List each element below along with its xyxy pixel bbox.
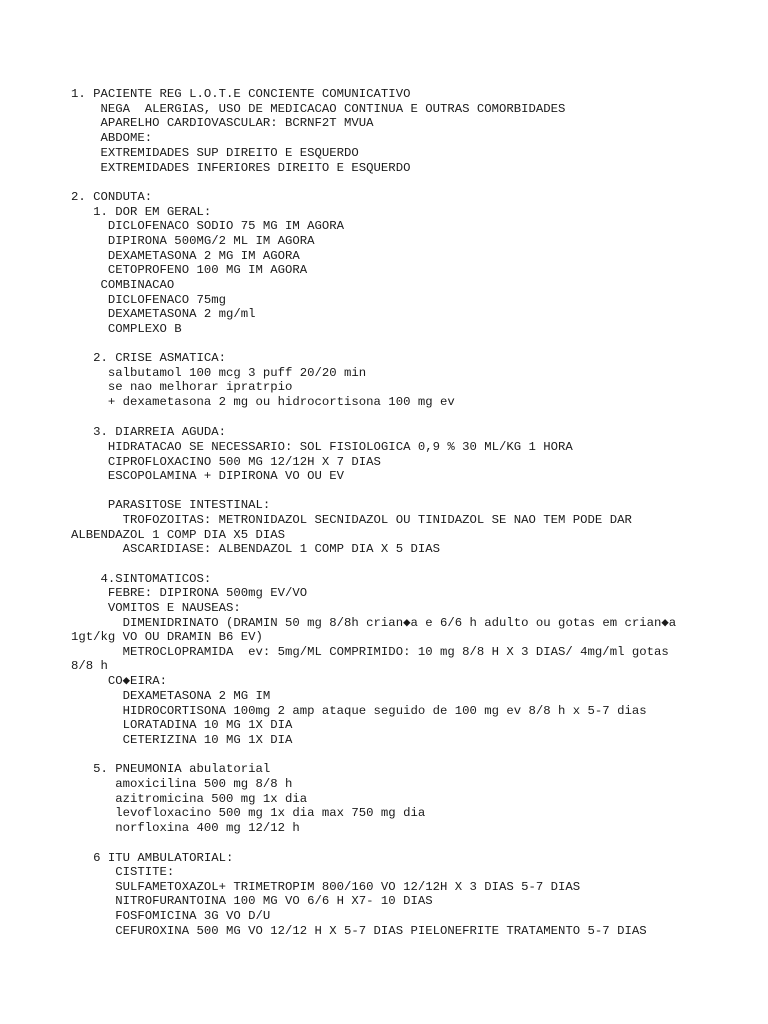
text-line: CEFUROXINA 500 MG VO 12/12 H X 5-7 DIAS PIELONEFRITE TRATAMENTO 5-7 DIAS bbox=[71, 924, 647, 938]
text-line: CIPROFLOXACINO 500 MG 12/12H X 7 DIAS bbox=[71, 455, 381, 469]
text-line: CISTITE: bbox=[71, 865, 175, 879]
text-line: COMBINACAO bbox=[71, 278, 175, 292]
text-line: NITROFURANTOINA 100 MG VO 6/6 H X7- 10 DIAS bbox=[71, 894, 433, 908]
text-line: DEXAMETASONA 2 MG IM AGORA bbox=[71, 249, 300, 263]
text-line: COMPLEXO B bbox=[71, 322, 182, 336]
text-line: DICLOFENACO 75mg bbox=[71, 293, 226, 307]
text-line: 8/8 h bbox=[71, 659, 108, 673]
text-line: salbutamol 100 mcg 3 puff 20/20 min bbox=[71, 366, 367, 380]
text-line: HIDROCORTISONA 100mg 2 amp ataque seguido de 100 mg ev 8/8 h x 5-7 dias bbox=[71, 704, 647, 718]
text-line: 1. DOR EM GERAL: bbox=[71, 205, 212, 219]
text-line: METROCLOPRAMIDA ev: 5mg/ML COMPRIMIDO: 10 mg 8/8 H X 3 DIAS/ 4mg/ml gotas bbox=[71, 645, 669, 659]
text-line: ALBENDAZOL 1 COMP DIA X5 DIAS bbox=[71, 528, 286, 542]
text-line: + dexametasona 2 mg ou hidrocortisona 100 mg ev bbox=[71, 395, 455, 409]
text-line: 6 ITU AMBULATORIAL: bbox=[71, 851, 234, 865]
text-line: APARELHO CARDIOVASCULAR: BCRNF2T MVUA bbox=[71, 116, 374, 130]
text-line: FOSFOMICINA 3G VO D/U bbox=[71, 909, 271, 923]
text-line: 4.SINTOMATICOS: bbox=[71, 572, 212, 586]
text-line: ABDOME: bbox=[71, 131, 153, 145]
text-line: 3. DIARREIA AGUDA: bbox=[71, 425, 226, 439]
text-line: ESCOPOLAMINA + DIPIRONA VO OU EV bbox=[71, 469, 345, 483]
text-line: 1gt/kg VO OU DRAMIN B6 EV) bbox=[71, 630, 263, 644]
text-line: DICLOFENACO SODIO 75 MG IM AGORA bbox=[71, 219, 345, 233]
text-line: 5. PNEUMONIA abulatorial bbox=[71, 762, 271, 776]
text-line: 2. CRISE ASMATICA: bbox=[71, 351, 226, 365]
text-line: HIDRATACAO SE NECESSARIO: SOL FISIOLOGICA 0,9 % 30 ML/KG 1 HORA bbox=[71, 440, 573, 454]
text-line: DEXAMETASONA 2 mg/ml bbox=[71, 307, 256, 321]
text-line: 1. PACIENTE REG L.O.T.E CONCIENTE COMUNICATIVO bbox=[71, 87, 411, 101]
text-line: norfloxina 400 mg 12/12 h bbox=[71, 821, 300, 835]
section-heading: 2. CONDUTA: bbox=[71, 190, 153, 204]
text-line: EXTREMIDADES SUP DIREITO E ESQUERDO bbox=[71, 146, 359, 160]
text-line: VOMITOS E NAUSEAS: bbox=[71, 601, 241, 615]
text-line: CO◆EIRA: bbox=[71, 674, 167, 688]
text-line: DIMENIDRINATO (DRAMIN 50 mg 8/8h crian◆a e 6/6 h adulto ou gotas em crian◆a bbox=[71, 616, 677, 630]
text-line: azitromicina 500 mg 1x dia bbox=[71, 792, 308, 806]
text-line: se nao melhorar ipratrpio bbox=[71, 380, 293, 394]
text-line: EXTREMIDADES INFERIORES DIREITO E ESQUERDO bbox=[71, 161, 411, 175]
text-line: FEBRE: DIPIRONA 500mg EV/VO bbox=[71, 586, 308, 600]
text-line: CETERIZINA 10 MG 1X DIA bbox=[71, 733, 293, 747]
text-line: SULFAMETOXAZOL+ TRIMETROPIM 800/160 VO 12/12H X 3 DIAS 5-7 DIAS bbox=[71, 880, 581, 894]
text-line: LORATADINA 10 MG 1X DIA bbox=[71, 718, 293, 732]
text-line: NEGA ALERGIAS, USO DE MEDICACAO CONTINUA E OUTRAS COMORBIDADES bbox=[71, 102, 566, 116]
text-line: levofloxacino 500 mg 1x dia max 750 mg dia bbox=[71, 806, 426, 820]
text-line: amoxicilina 500 mg 8/8 h bbox=[71, 777, 293, 791]
text-line: DIPIRONA 500MG/2 ML IM AGORA bbox=[71, 234, 315, 248]
text-line: CETOPROFENO 100 MG IM AGORA bbox=[71, 263, 308, 277]
text-line: TROFOZOITAS: METRONIDAZOL SECNIDAZOL OU TINIDAZOL SE NAO TEM PODE DAR bbox=[71, 513, 632, 527]
text-line: PARASITOSE INTESTINAL: bbox=[71, 498, 271, 512]
text-line: DEXAMETASONA 2 MG IM bbox=[71, 689, 271, 703]
text-line: ASCARIDIASE: ALBENDAZOL 1 COMP DIA X 5 DIAS bbox=[71, 542, 440, 556]
